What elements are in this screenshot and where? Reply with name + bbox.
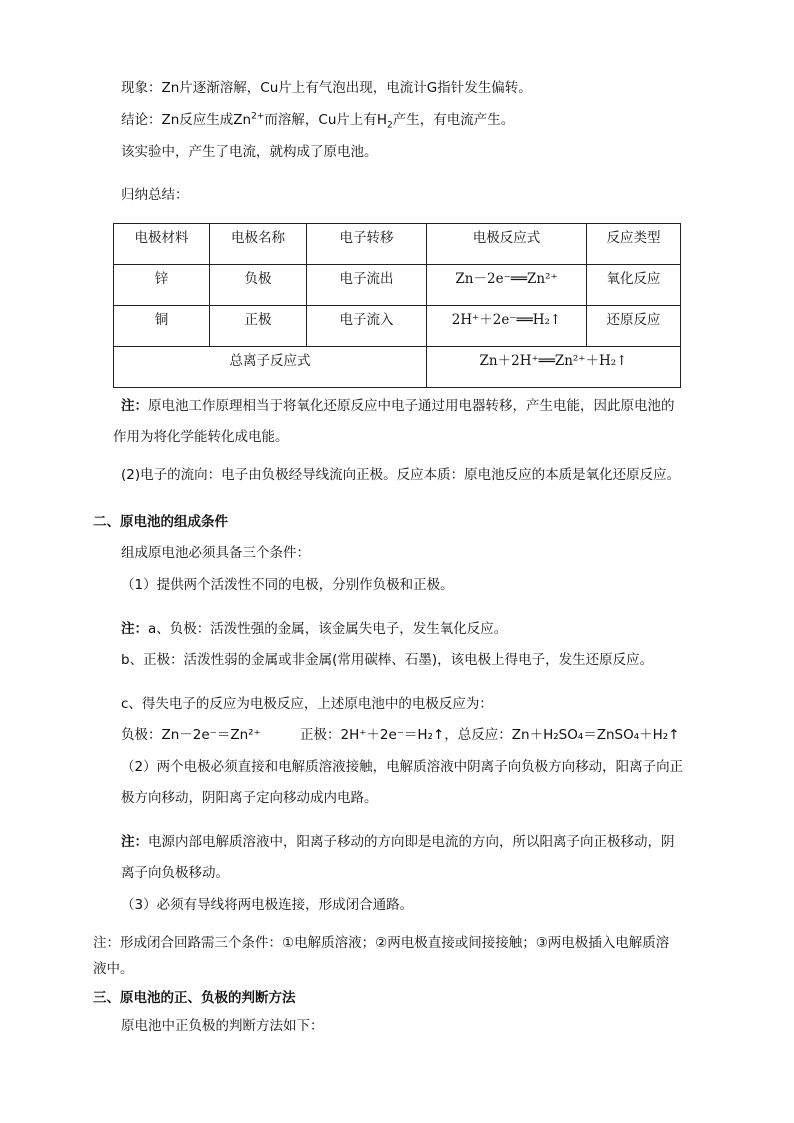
table-cell-equation: Zn－2e⁻══Zn²⁺ xyxy=(427,265,587,306)
zinc-charge: 2+ xyxy=(251,111,265,122)
table-cell: 氧化反应 xyxy=(587,265,681,306)
negative-electrode-equation: 负极：Zn－2e⁻＝Zn²⁺ xyxy=(121,727,261,743)
note1-line2: 作用为将化学能转化成电能。 xyxy=(113,429,289,445)
phenomenon-text: 现象：Zn片逐渐溶解，Cu片上有气泡出现，电流计G指针发生偏转。 xyxy=(121,80,532,96)
condition-3: （3）必须有导线将两电极连接，形成闭合通路。 xyxy=(121,897,414,913)
table-cell: 电子流出 xyxy=(307,265,427,306)
note3-line1: 注：形成闭合回路需三个条件：①电解质溶液；②两电极直接或间接接触；③两电极插入电解质溶 xyxy=(93,935,670,951)
condition-2-line1: （2）两个电极必须直接和电解质溶液接触，电解质溶液中阴离子向负极方向移动，阳离子向正 xyxy=(121,759,684,775)
conclusion-part: 而溶解，Cu片上有H xyxy=(264,112,388,128)
table-cell: 电子流入 xyxy=(307,306,427,347)
condition-1: （1）提供两个活泼性不同的电极，分别作负极和正极。 xyxy=(121,577,454,593)
note2-line1 xyxy=(121,833,675,851)
table-header-cell: 电极材料 xyxy=(114,224,210,265)
summary-table xyxy=(113,223,681,388)
total-label-cell: 总离子反应式 xyxy=(114,347,427,388)
note-label: 注： xyxy=(121,621,148,637)
total-equation-cell: Zn＋2H⁺══Zn²⁺＋H₂↑ xyxy=(427,347,681,388)
table-header-row xyxy=(114,224,681,265)
hydrogen-subscript: 2 xyxy=(387,120,393,131)
table-cell: 铜 xyxy=(114,306,210,347)
section3-intro: 原电池中正负极的判断方法如下： xyxy=(121,1018,324,1034)
note1-line1 xyxy=(121,397,675,415)
table-cell: 锌 xyxy=(114,265,210,306)
table-header-cell: 电极反应式 xyxy=(427,224,587,265)
note3-line2: 液中。 xyxy=(93,961,134,977)
note2-line2: 离子向负极移动。 xyxy=(121,865,229,881)
table-header-cell: 电极名称 xyxy=(210,224,307,265)
conclusion-part: 产生，有电流产生。 xyxy=(392,112,515,128)
section2-intro: 组成原电池必须具备三个条件： xyxy=(121,545,310,561)
table-total-row xyxy=(114,347,681,388)
experiment-note: 该实验中，产生了电流，就构成了原电池。 xyxy=(121,144,378,160)
table-row xyxy=(114,265,681,306)
section2-title: 二、原电池的组成条件 xyxy=(93,514,228,530)
conclusion-part: 结论：Zn反应生成Zn xyxy=(121,112,252,128)
note-label: 注： xyxy=(121,834,148,850)
table-header-cell: 反应类型 xyxy=(587,224,681,265)
positive-electrode-equation: 正极：2H⁺＋2e⁻＝H₂↑，总反应：Zn＋H₂SO₄＝ZnSO₄＋H₂↑ xyxy=(300,727,680,743)
conclusion-text xyxy=(121,111,514,129)
electron-flow-text: (2)电子的流向：电子由负极经导线流向正极。反应本质：原电池反应的本质是氧化还原反应。 xyxy=(121,467,681,483)
section3-title: 三、原电池的正、负极的判断方法 xyxy=(93,990,296,1006)
summary-heading: 归纳总结： xyxy=(121,187,189,203)
table-cell: 还原反应 xyxy=(587,306,681,347)
note-c: c、得失电子的反应为电极反应，上述原电池中的电极反应为： xyxy=(121,696,493,712)
table-cell-equation: 2H⁺＋2e⁻══H₂↑ xyxy=(427,306,587,347)
note-a-text: a、负极：活泼性强的金属，该金属失电子，发生氧化反应。 xyxy=(148,621,508,637)
table-row xyxy=(114,306,681,347)
table-header-cell: 电子转移 xyxy=(307,224,427,265)
note-b: b、正极：活泼性弱的金属或非金属(常用碳棒、石墨)，该电极上得电子，发生还原反应。 xyxy=(121,652,654,668)
table-cell: 正极 xyxy=(210,306,307,347)
condition-2-line2: 极方向移动，阴阳离子定向移动成内电路。 xyxy=(121,790,378,806)
note1-text: 原电池工作原理相当于将氧化还原反应中电子通过用电器转移，产生电能，因此原电池的 xyxy=(148,398,675,414)
note-label: 注： xyxy=(121,398,148,414)
note2-text: 电源内部电解质溶液中，阳离子移动的方向即是电流的方向，所以阳离子向正极移动，阴 xyxy=(148,834,675,850)
table-cell: 负极 xyxy=(210,265,307,306)
note-a xyxy=(121,620,507,638)
